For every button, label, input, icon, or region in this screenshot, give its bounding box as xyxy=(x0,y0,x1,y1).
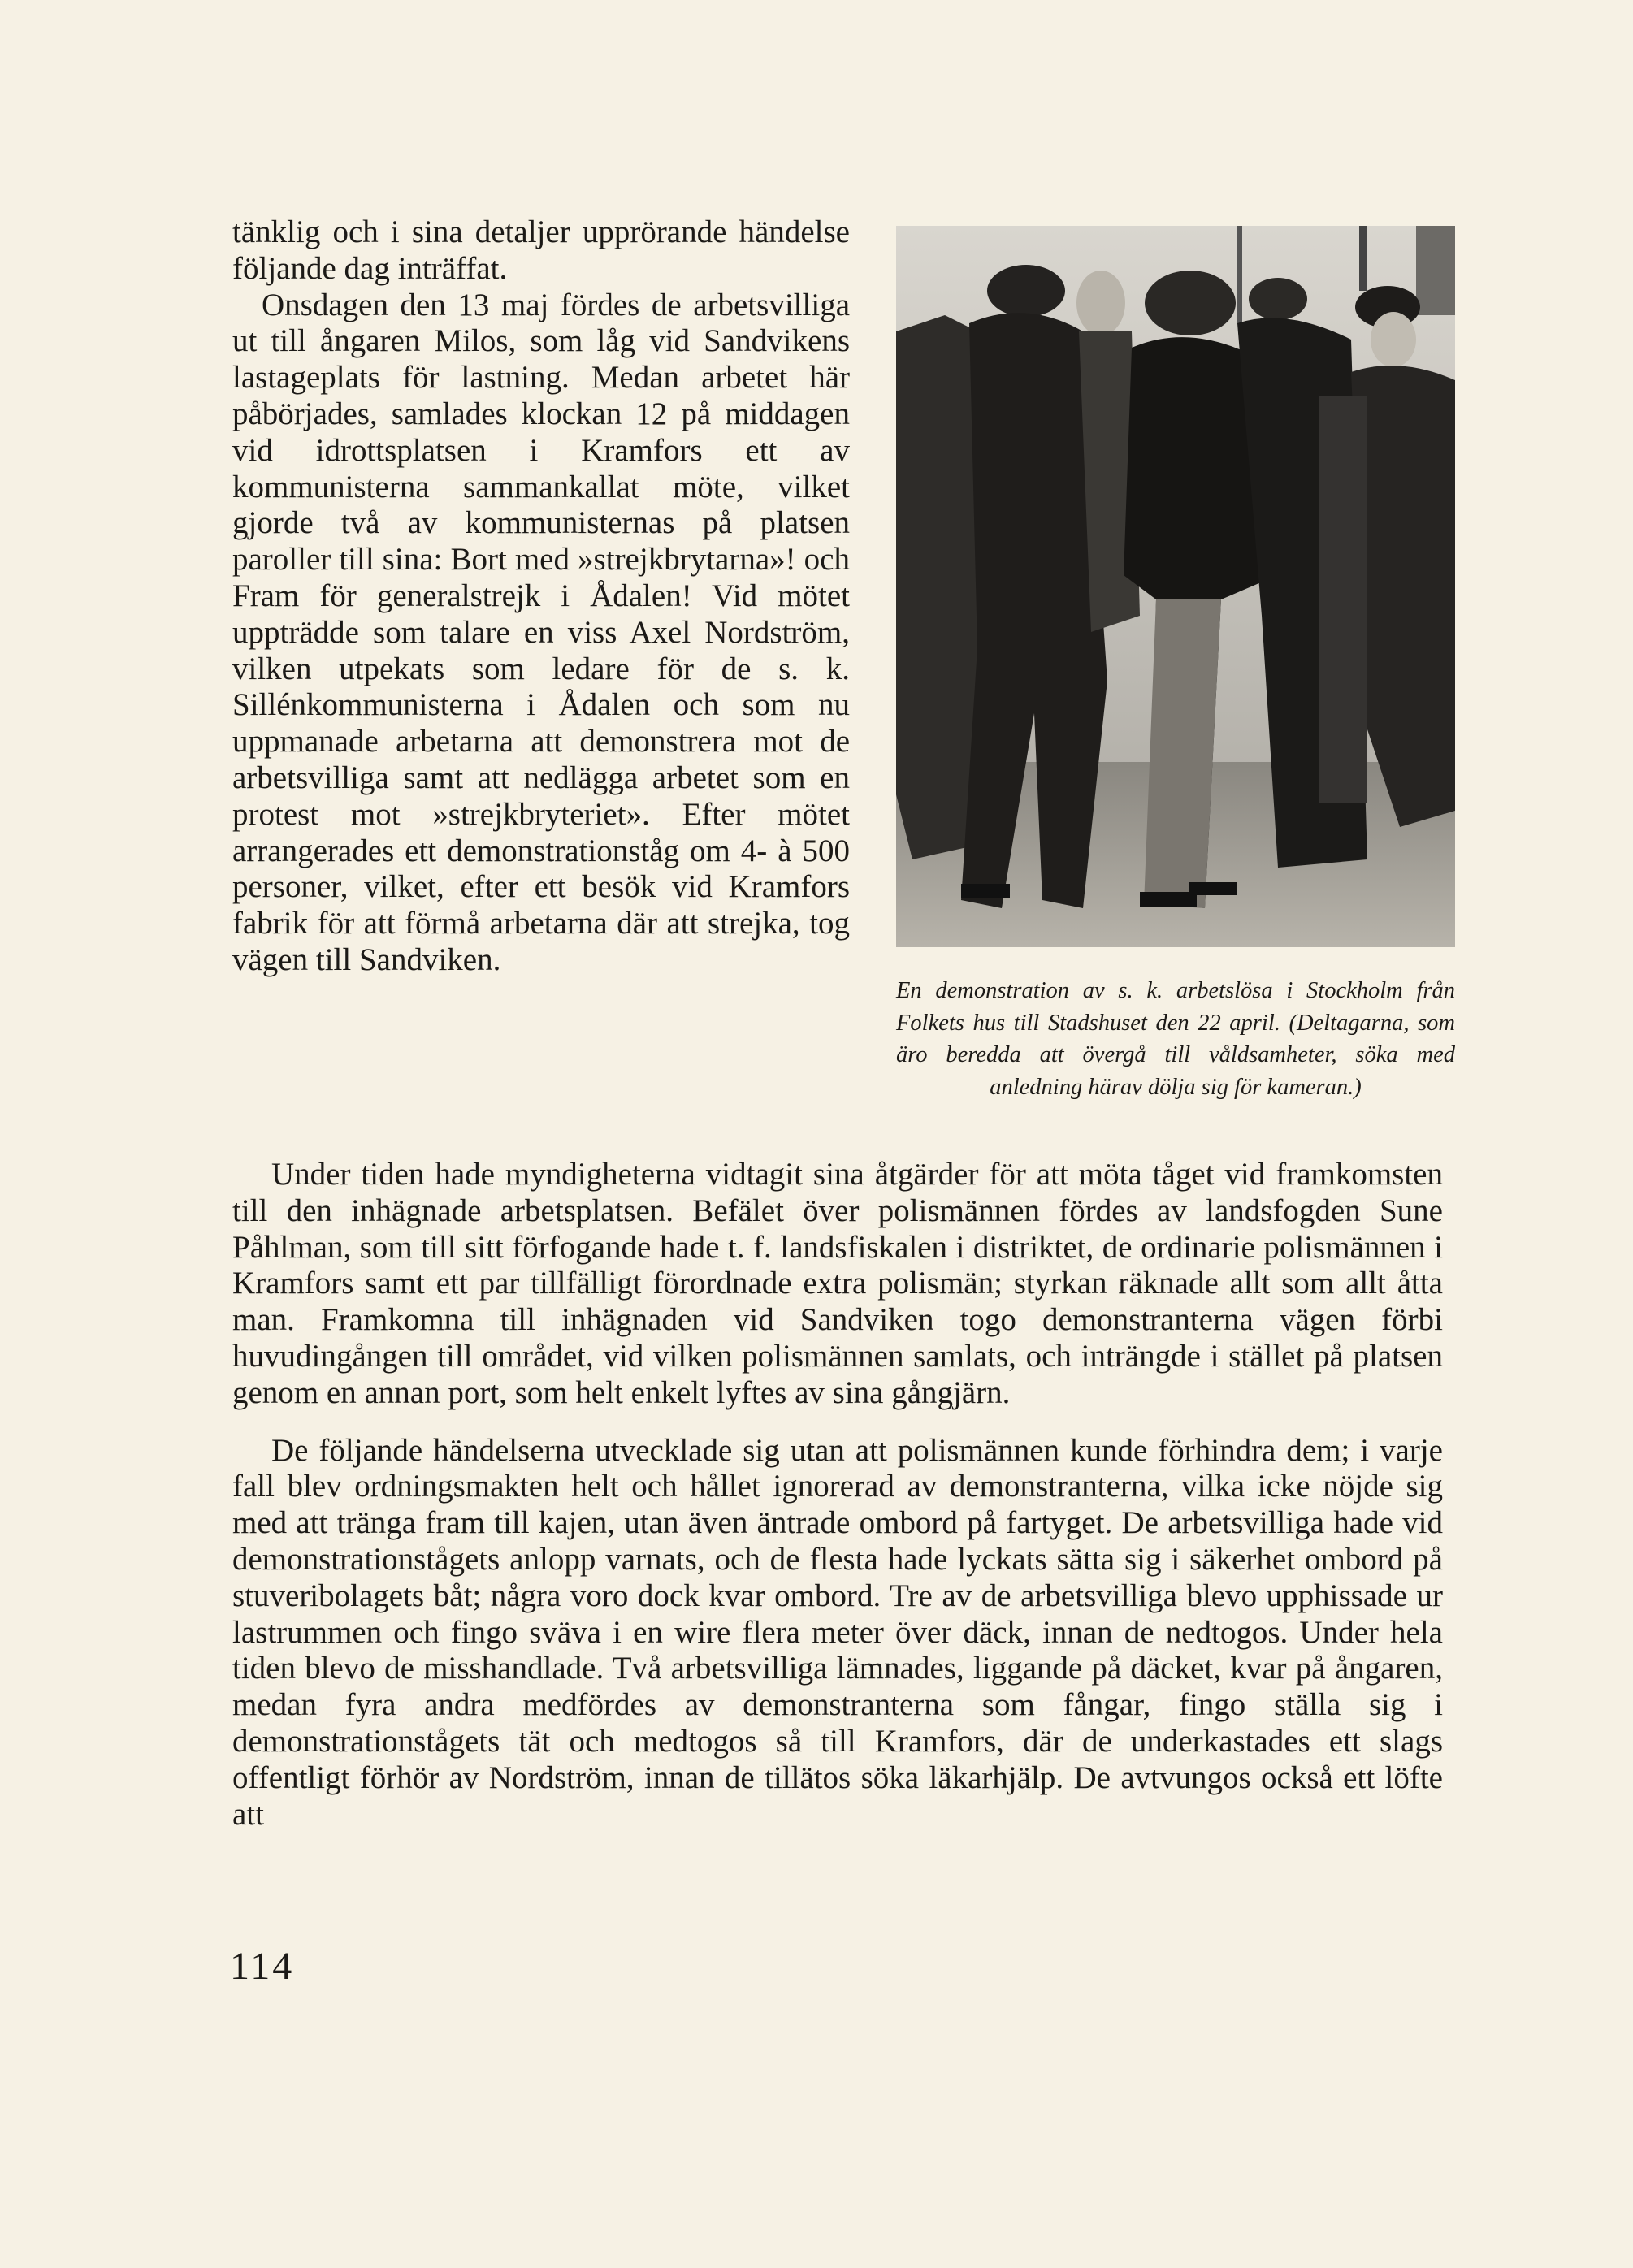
paragraph-authorities: Under tiden hade myndigheterna vidtagit sina åtgärder för att möta tåget vid framkomsten till den inhägnade arbetsplatsen. Befälet över polismännen fördes av landsfogden Sune Påhlman, som till sitt förfogande hade t. f. landsfiskalen i distriktet, de ordinarie polismännen i Kramfors samt ett par tillfälligt förordnade extra polismän; styrkan räknade allt som allt åtta man. Framkomna till inhägnaden vid Sandviken togo demonstranterna vägen förbi huvudingången till området, vid vilken polismännen samlats, och inträngde i stället på platsen genom en annan port, som helt enkelt lyftes av sina gångjärn. xyxy=(232,1157,1443,1410)
paragraph-wednesday: Onsdagen den 13 maj fördes de arbetsvilliga ut till ångaren Milos, som låg vid Sandvikens lastageplats för lastning. Medan arbetet här påbörjades, samlades klockan 12 på middagen vid idrottsplatsen i Kramfors ett av kommunisterna sammankallat möte, vilket gjorde två av kommunisternas på platsen paroller till sina: Bort med »strejkbrytarna»! och Fram för generalstrejk i Ådalen! Vid mötet uppträdde som talare en viss Axel Nordström, vilken utpekats som ledare för de s. k. Sillénkommunisterna i Ådalen och som nu uppmanade arbetarna att demonstrera mot de arbetsvilliga samt att nedlägga arbetet som en protest mot »strejkbryteriet». Efter mötet arrangerades ett demonstrationståg om 4- à 500 personer, vilket, efter ett besök vid Kramfors fabrik för att förmå arbetarna där att strejka, tog vägen till Sandviken. xyxy=(232,287,850,977)
photo-figure xyxy=(896,226,1455,1103)
left-column-text xyxy=(232,214,850,979)
photo-caption: En demonstration av s. k. arbetslösa i Stockholm från Folkets hus till Stadshuset den 22 april. (Deltagarna, som äro beredda att övergå till våldsamheter, söka med anledning härav dölja sig för kameran.) xyxy=(896,978,1455,1100)
page-number: 114 xyxy=(230,1945,295,1988)
demonstration-photo xyxy=(896,226,1455,947)
body-text xyxy=(232,1157,1443,1833)
paragraph-events: De följande händelserna utvecklade sig utan att polismännen kunde förhindra dem; i varje fall blev ordningsmakten helt och hållet ignorerad av demonstranterna, vilka icke nöjde sig med att tränga fram till kajen, utan även äntrade ombord på fartyget. De arbetsvilliga hade vid demonstrationstågets anlopp varnats, och de flesta hade lyckats sätta sig i säkerhet ombord på stuveribolagets båt; några voro dock kvar ombord. Tre av de arbetsvilliga blevo upphissade ur lastrummen och fingo sväva i en wire flera meter över däck, innan de nedtogos. Under hela tiden blevo de misshandlade. Två arbetsvilliga lämnades, liggande på däcket, kvar på ångaren, medan fyra andra medfördes av demonstranterna som fångar, fingo ställa sig i demonstrationstågets tät och medtogos så till Kramfors, där de underkastades ett slags offentligt förhör av Nordström, innan de tillätos söka läkarhjälp. De avtvungos också ett löfte att xyxy=(232,1432,1443,1832)
paragraph-intro: tänklig och i sina detaljer upprörande händelse följande dag inträffat. xyxy=(232,214,850,286)
